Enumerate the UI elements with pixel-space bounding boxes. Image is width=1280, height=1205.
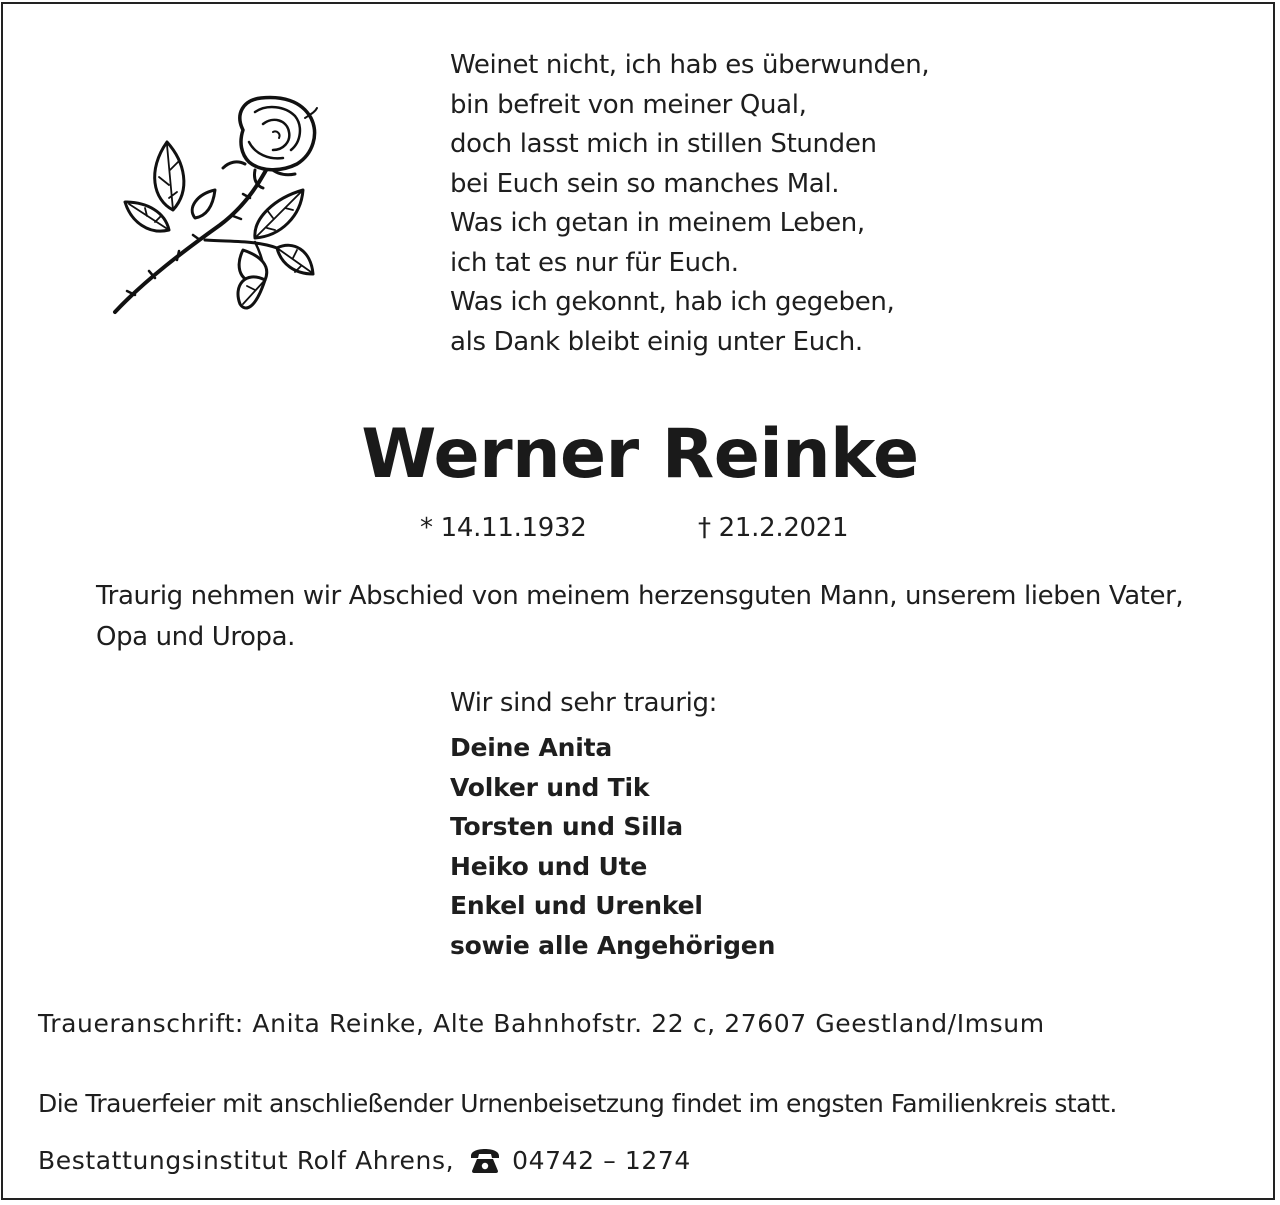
poem-line: bin befreit von meiner Qual, [450,89,807,120]
death-date: † 21.2.2021 [698,513,849,543]
poem-line: als Dank bleibt einig unter Euch. [450,326,863,357]
mourners-list [450,728,775,965]
mourner-item: Heiko und Ute [450,851,648,881]
funeral-home-name: Bestattungsinstitut Rolf Ahrens, [38,1146,455,1175]
mourner-item: Deine Anita [450,733,613,762]
mourner-item: Torsten und Silla [450,812,683,841]
telephone-icon [468,1147,502,1175]
farewell-text: Traurig nehmen wir Abschied von meinem herzensguten Mann, unserem lieben Vater, Opa und Uropa. [96,581,1184,652]
rose-icon [105,90,320,320]
mourner-item: sowie alle Angehörigen [450,930,776,960]
mourner-item: Enkel und Urenkel [450,891,703,920]
poem [450,46,929,362]
birth-date: * 14.11.1932 [420,513,587,543]
poem-line: Weinet nicht, ich hab es überwunden, [450,50,930,80]
poem-line: Was ich getan in meinem Leben, [450,208,865,238]
funeral-service-note: Die Trauerfeier mit anschließender Urnenbeisetzung findet im engsten Familienkreis statt. [38,1089,1117,1118]
poem-line: ich tat es nur für Euch. [450,247,739,278]
mourner-item: Volker und Tik [450,772,650,802]
funeral-home-phone: 04742 – 1274 [512,1146,691,1175]
deceased-name: Werner Reinke [361,415,919,494]
poem-line: bei Euch sein so manches Mal. [450,168,840,199]
mourners-intro: Wir sind sehr traurig: [450,688,718,718]
mourning-address: Traueranschrift: Anita Reinke, Alte Bahnhofstr. 22 c, 27607 Geestland/Imsum [38,1009,1045,1038]
poem-line: doch lasst mich in stillen Stunden [450,129,877,159]
poem-line: Was ich gekonnt, hab ich gegeben, [450,287,895,317]
funeral-home [38,1143,691,1179]
